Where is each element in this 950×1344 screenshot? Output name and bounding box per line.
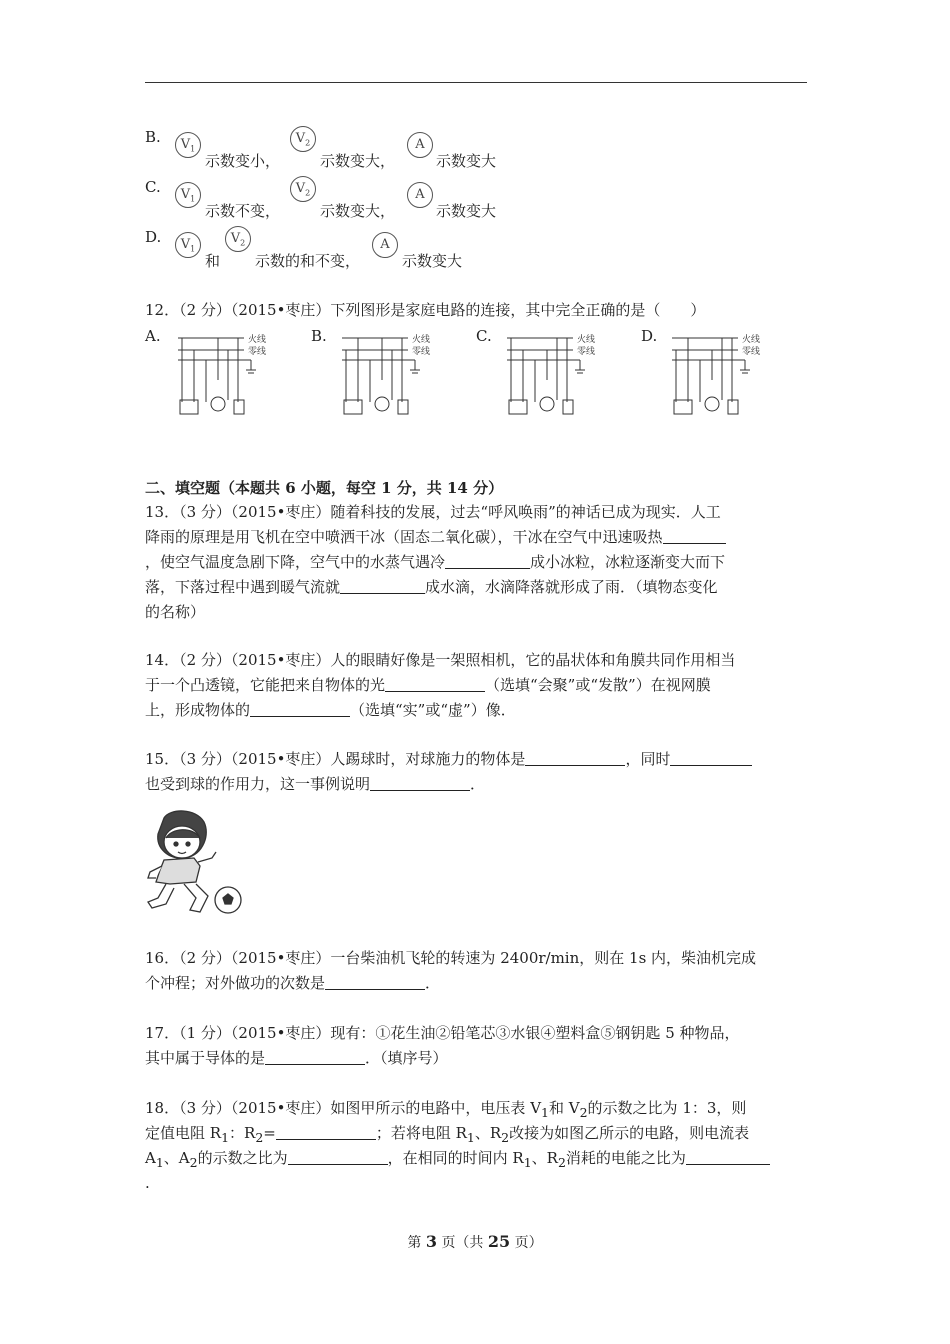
page-footer bbox=[0, 1232, 950, 1252]
q18-text: 18．（3 分）（2015•枣庄）如图甲所示的电路中，电压表 V bbox=[145, 1099, 542, 1117]
q17-line: 17．（1 分）（2015•枣庄）现有：①花生油②铅笔芯③水银④塑料盒⑤钢钥匙 5 种物品， bbox=[145, 1024, 740, 1042]
q14-line: 于一个凸透镜，它能把来自物体的光 bbox=[145, 676, 386, 694]
q18-text: 定值电阻 R bbox=[145, 1124, 222, 1142]
boy-kicking-ball-illustration bbox=[140, 808, 250, 920]
q18-subscript: 2 bbox=[557, 1155, 566, 1170]
voltmeter-v1-icon: $V_1$ bbox=[175, 232, 201, 258]
option-text: 和 bbox=[205, 252, 221, 270]
q18-text: 、R bbox=[474, 1124, 502, 1142]
section-title: 二、填空题（本题共 6 小题，每空 1 分，共 14 分） bbox=[145, 479, 504, 497]
q12-option-c-label: C. bbox=[476, 327, 492, 345]
page-number: 3 bbox=[425, 1232, 437, 1251]
q18-end: . bbox=[145, 1174, 150, 1192]
q12-option-a-label: A. bbox=[145, 327, 161, 345]
option-text: 示数变大 bbox=[436, 152, 497, 170]
option-text: 示数变小， bbox=[205, 152, 281, 170]
q18-text: ：R bbox=[229, 1124, 256, 1142]
q16-line: 16．（2 分）（2015•枣庄）一台柴油机飞轮的转速为 2400r/min，则在 1s 内，柴油机完成 bbox=[145, 949, 757, 967]
answer-blank[interactable] bbox=[663, 527, 726, 544]
live-wire-label: 火线 bbox=[412, 335, 431, 345]
q18-subscript: 1 bbox=[221, 1130, 230, 1145]
q18-text: 的示数之比为 bbox=[197, 1149, 288, 1167]
ammeter-icon: A bbox=[407, 182, 433, 208]
q15-line: ． bbox=[470, 775, 486, 793]
q14-line: （选填“会聚”或“发散”）在视网膜 bbox=[485, 676, 711, 694]
voltmeter-v2-icon: $V_2$ bbox=[290, 176, 316, 202]
answer-blank[interactable] bbox=[525, 749, 625, 766]
answer-blank[interactable] bbox=[445, 552, 530, 569]
voltmeter-v2-icon: $V_2$ bbox=[290, 126, 316, 152]
q18-subscript: 2 bbox=[255, 1130, 264, 1145]
option-text: 示数不变， bbox=[205, 202, 281, 220]
circuit-diagram-b bbox=[340, 330, 450, 416]
neutral-wire-label: 零线 bbox=[412, 347, 431, 357]
option-text: 示数变大， bbox=[320, 202, 396, 220]
q13-line: 的名称） bbox=[145, 603, 206, 621]
q18-text: ，在相同的时间内 R bbox=[387, 1149, 524, 1167]
q18-text: 、A bbox=[163, 1149, 190, 1167]
option-text: 示数的和不变， bbox=[255, 252, 361, 270]
q18-subscript: 2 bbox=[579, 1105, 588, 1120]
q15-line: 15．（3 分）（2015•枣庄）人踢球时，对球施力的物体是 bbox=[145, 750, 526, 768]
total-pages: 25 bbox=[487, 1232, 511, 1251]
q13-line: 落，下落过程中遇到暖气流就 bbox=[145, 578, 341, 596]
q15-line: 也受到球的作用力，这一事例说明 bbox=[145, 775, 371, 793]
option-label: C. bbox=[145, 178, 161, 196]
voltmeter-v1-icon: $V_1$ bbox=[175, 182, 201, 208]
voltmeter-v1-icon: $V_1$ bbox=[175, 132, 201, 158]
live-wire-label: 火线 bbox=[742, 335, 761, 345]
q14-line: 14．（2 分）（2015•枣庄）人的眼睛好像是一架照相机，它的晶状体和角膜共同作用相当 bbox=[145, 651, 736, 669]
q18-subscript: 1 bbox=[466, 1130, 475, 1145]
q18-subscript: 2 bbox=[501, 1130, 510, 1145]
answer-blank[interactable] bbox=[385, 675, 485, 692]
q13-line: ，使空气温度急剧下降，空气中的水蒸气遇冷 bbox=[145, 553, 446, 571]
answer-blank[interactable] bbox=[276, 1123, 376, 1140]
option-label: B. bbox=[145, 128, 161, 146]
answer-blank[interactable] bbox=[686, 1148, 770, 1165]
q18-text: 改接为如图乙所示的电路，则电流表 bbox=[509, 1124, 750, 1142]
q12-option-d-label: D. bbox=[641, 327, 658, 345]
top-rule bbox=[145, 82, 807, 83]
q17-line: ．（填序号） bbox=[365, 1049, 448, 1067]
q17-line: 其中属于导体的是 bbox=[145, 1049, 266, 1067]
ammeter-icon: A bbox=[372, 232, 398, 258]
q18-text: 的示数之比为 1：3，则 bbox=[587, 1099, 747, 1117]
neutral-wire-label: 零线 bbox=[248, 347, 267, 357]
answer-blank[interactable] bbox=[288, 1148, 388, 1165]
answer-blank[interactable] bbox=[670, 749, 752, 766]
answer-blank[interactable] bbox=[265, 1048, 365, 1065]
live-wire-label: 火线 bbox=[577, 335, 596, 345]
option-text: 示数变大， bbox=[320, 152, 396, 170]
q18-text: A bbox=[145, 1149, 156, 1167]
live-wire-label: 火线 bbox=[248, 335, 267, 345]
neutral-wire-label: 零线 bbox=[577, 347, 596, 357]
q12-option-b-label: B. bbox=[311, 327, 327, 345]
q18-text: 、R bbox=[531, 1149, 558, 1167]
q13-line: 13．（3 分）（2015•枣庄）随着科技的发展，过去“呼风唤雨”的神话已成为现实．人工 bbox=[145, 503, 721, 521]
q16-line: 个冲程；对外做功的次数是 bbox=[145, 974, 326, 992]
footer-text: 页） bbox=[514, 1235, 543, 1251]
q13-line: 降雨的原理是用飞机在空中喷洒干冰（固态二氧化碳），干冰在空气中迅速吸热 bbox=[145, 528, 663, 546]
circuit-diagram-d bbox=[670, 330, 780, 416]
q18-subscript: 2 bbox=[189, 1155, 198, 1170]
q14-line: （选填“实”或“虚”）像． bbox=[350, 701, 516, 719]
answer-blank[interactable] bbox=[250, 700, 350, 717]
q18-subscript: 1 bbox=[523, 1155, 532, 1170]
ammeter-icon: A bbox=[407, 132, 433, 158]
q18-subscript: 1 bbox=[541, 1105, 549, 1120]
answer-blank[interactable] bbox=[340, 577, 425, 594]
footer-text: 第 bbox=[407, 1235, 422, 1251]
q18-subscript: 1 bbox=[155, 1155, 164, 1170]
circuit-diagram-a bbox=[176, 330, 286, 416]
q16-line: ． bbox=[425, 974, 441, 992]
q18-text: 消耗的电能之比为 bbox=[565, 1149, 686, 1167]
q13-line: 成水滴，水滴降落就形成了雨．（填物态变化 bbox=[425, 578, 718, 596]
voltmeter-v2-icon: $V_2$ bbox=[225, 226, 251, 252]
q18-text: = bbox=[263, 1124, 276, 1142]
neutral-wire-label: 零线 bbox=[742, 347, 761, 357]
q15-line: ，同时 bbox=[625, 750, 671, 768]
option-text: 示数变大 bbox=[436, 202, 497, 220]
q13-line: 成小冰粒，冰粒逐渐变大而下 bbox=[530, 553, 726, 571]
answer-blank[interactable] bbox=[370, 774, 470, 791]
q14-line: 上，形成物体的 bbox=[145, 701, 251, 719]
option-text: 示数变大 bbox=[402, 252, 463, 270]
answer-blank[interactable] bbox=[325, 973, 425, 990]
circuit-diagram-c bbox=[505, 330, 615, 416]
option-label: D. bbox=[145, 228, 162, 246]
q12-stem: 12．（2 分）（2015•枣庄）下列图形是家庭电路的连接，其中完全正确的是（ ） bbox=[145, 301, 706, 319]
q18-text: 和 V bbox=[548, 1099, 580, 1117]
q18-text: ；若将电阻 R bbox=[375, 1124, 467, 1142]
footer-text: 页（共 bbox=[441, 1235, 484, 1251]
